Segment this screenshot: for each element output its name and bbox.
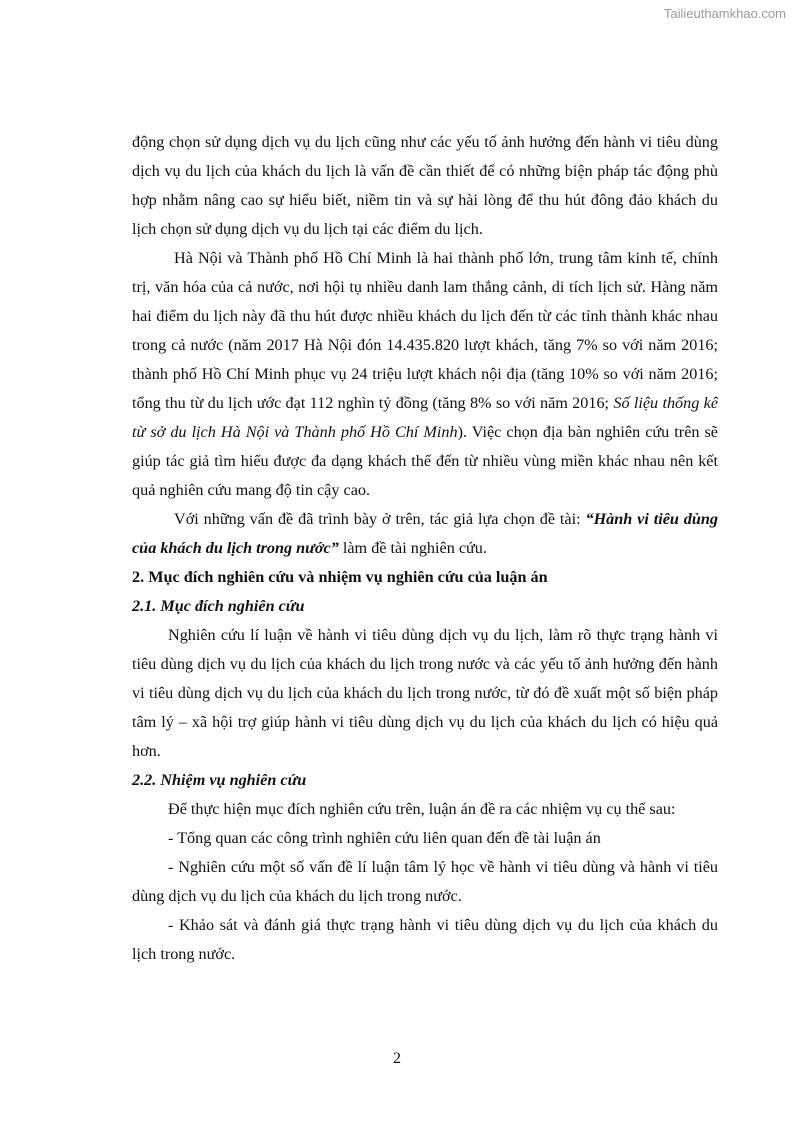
paragraph-2 [132,244,718,505]
watermark: Tailieuthamkhao.com [663,6,786,21]
section-2-2-heading: 2.2. Nhiệm vụ nghiên cứu [132,771,307,789]
task-item: - Tổng quan các công trình nghiên cứu liên quan đến đề tài luận án [168,829,601,847]
section-2-2-intro: Để thực hiện mục đích nghiên cứu trên, luận án đề ra các nhiệm vụ cụ thể sau: [168,800,676,818]
thesis-title: “Hành vi tiêu dùng của khách du lịch trong nước” [132,510,718,557]
paragraph-1: động chọn sử dụng dịch vụ du lịch cũng như các yếu tố ảnh hưởng đến hành vi tiêu dùng dịch vụ du lịch của khách du lịch là vấn đề cần thiết để có những biện pháp tác động phù hợp nhằm nâng cao sự hiểu biết, niềm tin và sự hài lòng để thu hút đông đảo khách du lịch chọn sử dụng dịch vụ du lịch tại các điểm du lịch. [132,133,718,238]
task-item: - Nghiên cứu một số vấn đề lí luận tâm lý học về hành vi tiêu dùng và hành vi tiêu dùng dịch vụ du lịch của khách du lịch trong nước. [132,858,718,905]
section-2-1-heading: 2.1. Mục đích nghiên cứu [132,597,305,615]
paragraph-2-text: Hà Nội và Thành phố Hồ Chí Minh là hai thành phố lớn, trung tâm kinh tế, chính trị, văn hóa của cả nước, nơi hội tụ nhiều danh lam thắng cảnh, di tích lịch sử. Hàng năm hai điểm du lịch này đã thu hút được nhiều khách du lịch đến từ các tỉnh thành khác nhau trong cả nước (năm 2017 Hà Nội đón 14.435.820 lượt khách, tăng 7% so với năm 2016; thành phố Hồ Chí Minh phục vụ 24 triệu lượt khách nội địa (tăng 10% so với năm 2016; tổng thu từ du lịch ước đạt 112 nghìn tỷ đồng (tăng 8% so với năm 2016; [132,249,718,412]
page-content [132,128,718,969]
paragraph-3 [132,505,718,563]
paragraph-2-source: Số liệu thống kê từ sở du lịch Hà Nội và Thành phố Hồ Chí Minh [132,394,719,441]
paragraph-3-text: Với những vấn đề đã trình bày ở trên, tác giả lựa chọn đề tài: [174,510,586,528]
section-2-1-text: Nghiên cứu lí luận về hành vi tiêu dùng dịch vụ du lịch, làm rõ thực trạng hành vi tiêu dùng dịch vụ du lịch của khách du lịch trong nước và các yếu tố ảnh hưởng đến hành vi tiêu dùng dịch vụ du lịch của khách du lịch trong nước, từ đó đề xuất một số biện pháp tâm lý – xã hội trợ giúp hành vi tiêu dùng dịch vụ du lịch của khách du lịch có hiệu quả hơn. [132,626,718,760]
page-number: 2 [393,1050,401,1067]
section-2-heading: 2. Mục đích nghiên cứu và nhiệm vụ nghiên cứu của luận án [132,568,548,586]
task-item: - Khảo sát và đánh giá thực trạng hành vi tiêu dùng dịch vụ du lịch của khách du lịch trong nước. [132,916,718,963]
paragraph-3-end: làm đề tài nghiên cứu. [338,539,487,557]
paragraph-2-end: ). Việc chọn địa bàn nghiên cứu trên sẽ giúp tác giả tìm hiểu được đa dạng khách thể đến từ nhiều vùng miền khác nhau nên kết quả nghiên cứu mang độ tin cậy cao. [132,423,718,499]
